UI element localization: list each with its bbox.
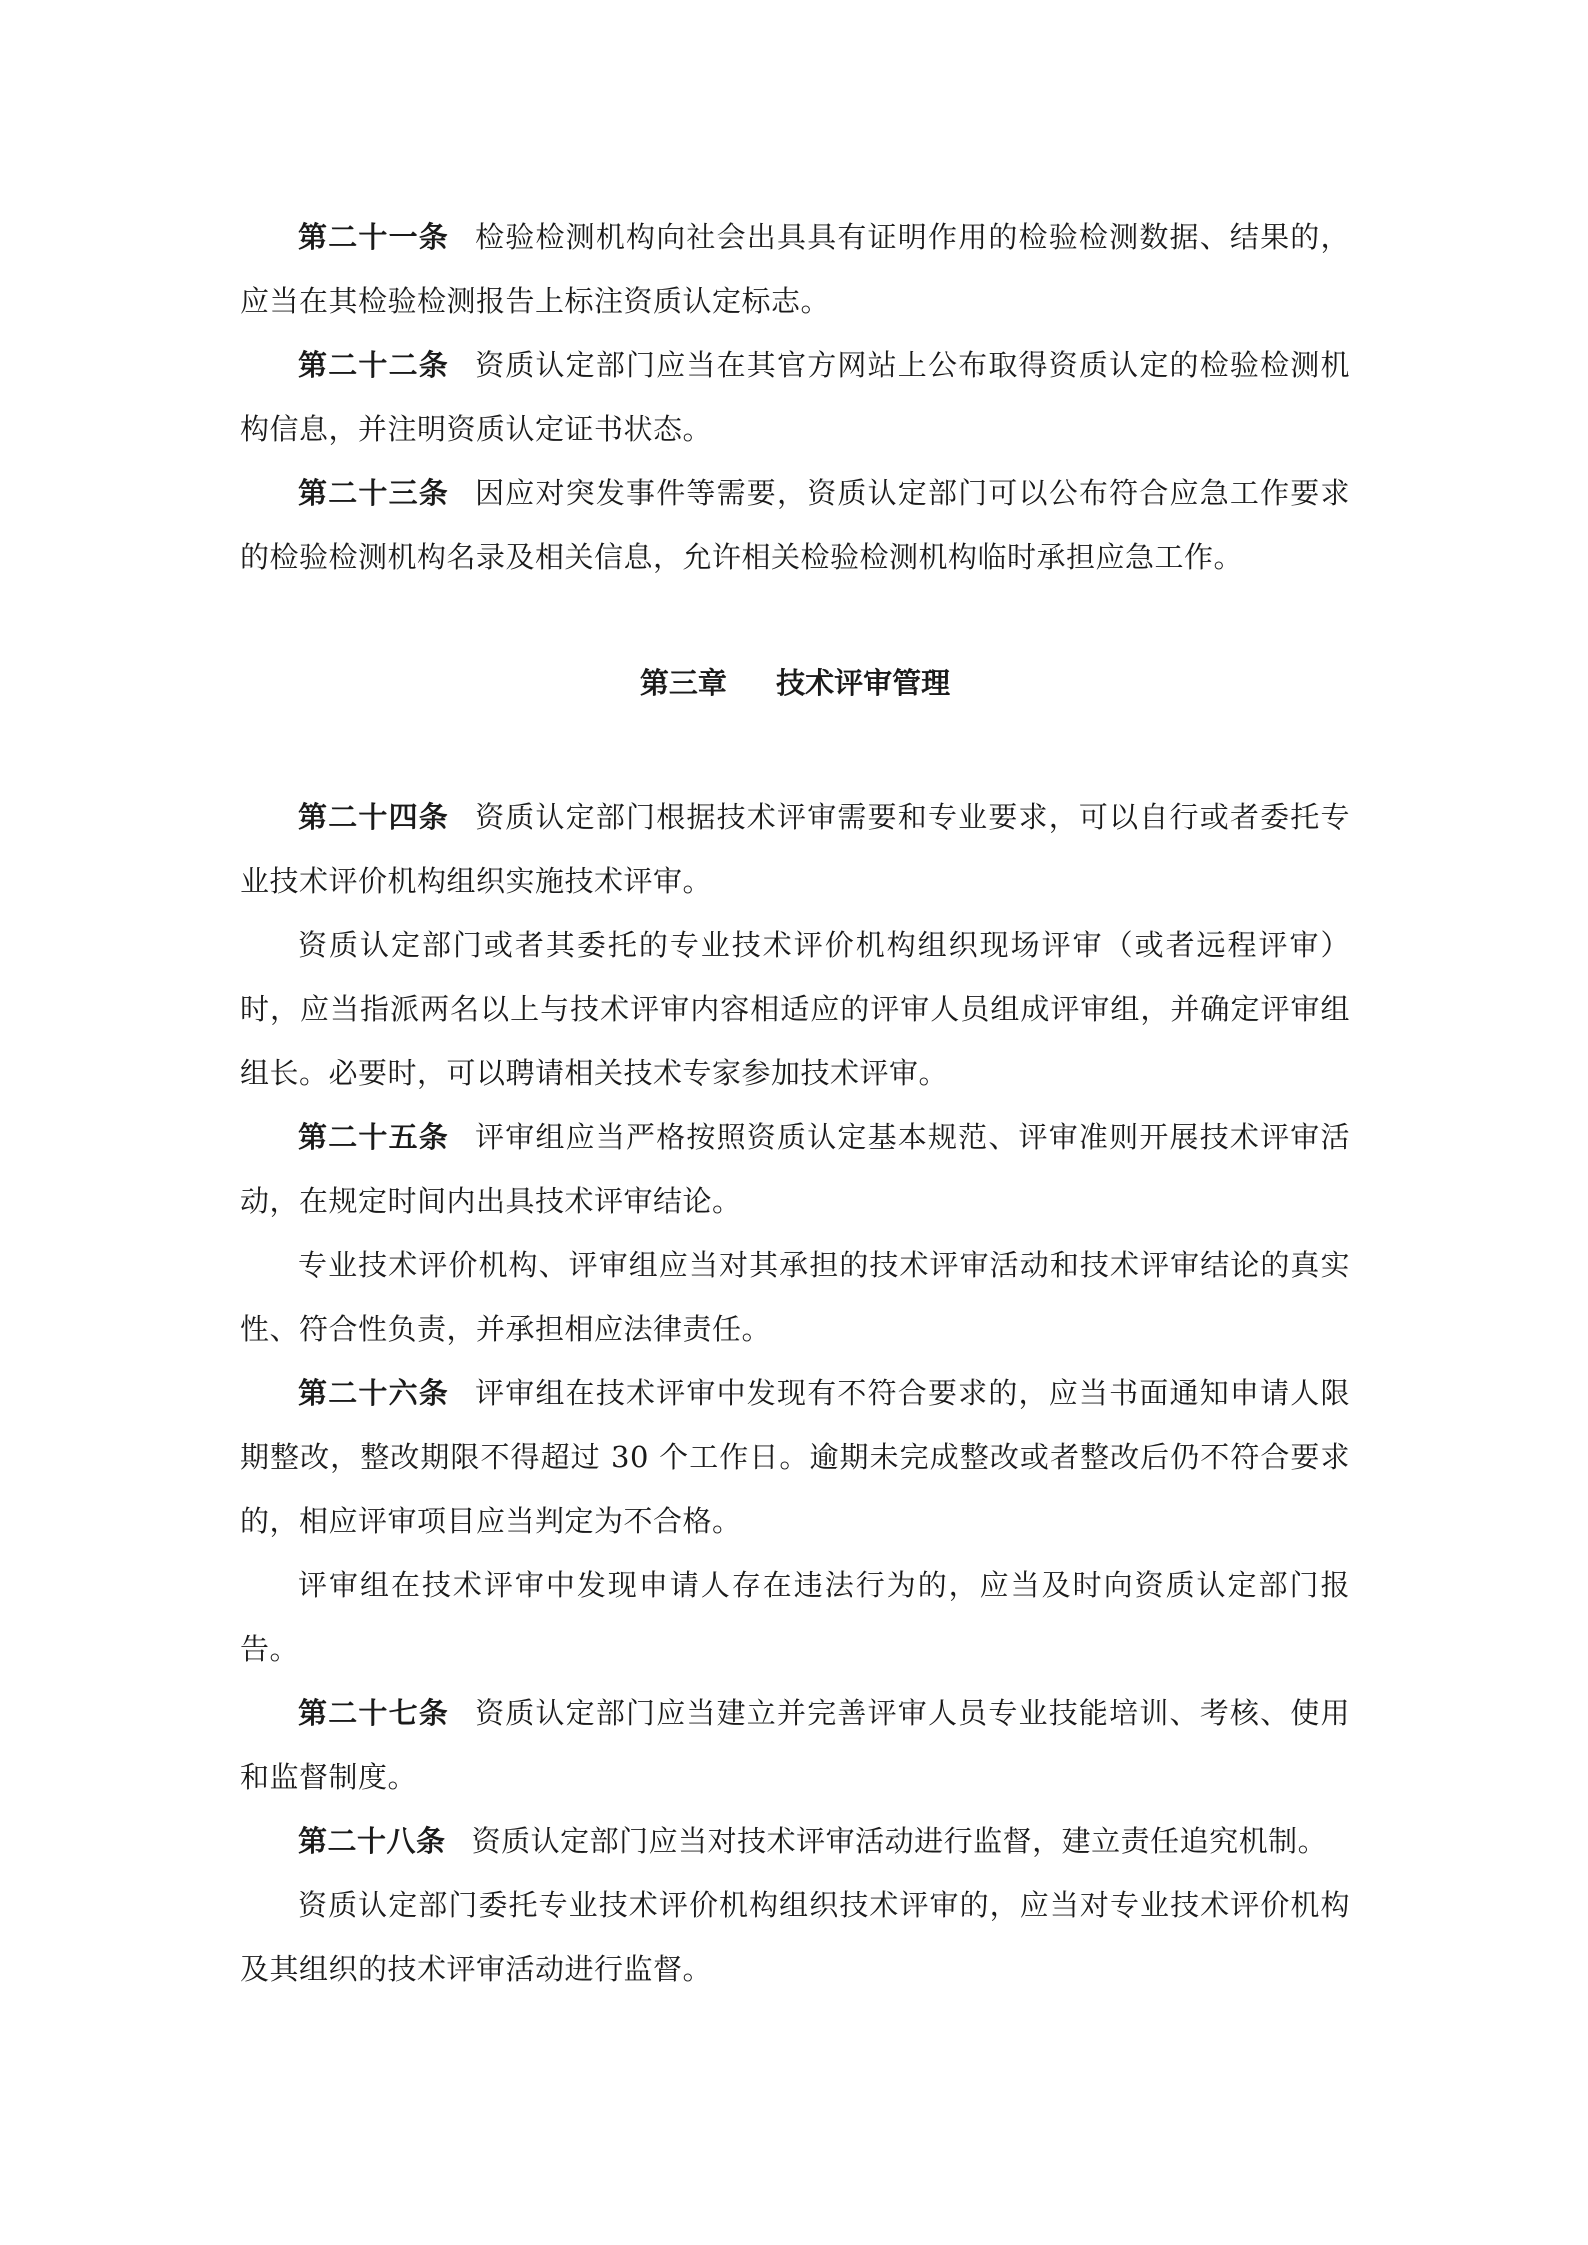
article-number: 第二十三条 [298, 476, 449, 510]
article-text: 资质认定部门应当建立并完善评审人员专业技能培训、考核、使用和监督制度。 [240, 1696, 1350, 1794]
paragraph-text: 资质认定部门委托专业技术评价机构组织技术评审的，应当对专业技术评价机构及其组织的技术评审活动进行监督。 [240, 1888, 1350, 1986]
article-23 [240, 461, 1350, 589]
article-number: 第二十七条 [298, 1696, 449, 1730]
article-24 [240, 785, 1350, 913]
paragraph-text: 评审组在技术评审中发现申请人存在违法行为的，应当及时向资质认定部门报告。 [240, 1568, 1350, 1666]
article-25-paragraph-2 [240, 1233, 1350, 1361]
article-26 [240, 1361, 1350, 1553]
article-26-paragraph-2 [240, 1553, 1350, 1681]
article-text: 检验检测机构向社会出具具有证明作用的检验检测数据、结果的，应当在其检验检测报告上标注资质认定标志。 [240, 220, 1350, 318]
article-27 [240, 1681, 1350, 1809]
chapter-number: 第三章 [639, 666, 727, 700]
article-number: 第二十六条 [298, 1376, 449, 1410]
article-24-paragraph-2 [240, 913, 1350, 1105]
article-number: 第二十四条 [298, 800, 449, 834]
chapter-title: 技术评审管理 [776, 666, 951, 700]
article-text: 资质认定部门应当在其官方网站上公布取得资质认定的检验检测机构信息，并注明资质认定证书状态。 [240, 348, 1350, 446]
article-28 [240, 1809, 1350, 1873]
paragraph-text: 专业技术评价机构、评审组应当对其承担的技术评审活动和技术评审结论的真实性、符合性负责，并承担相应法律责任。 [240, 1248, 1350, 1346]
article-22 [240, 333, 1350, 461]
article-text: 评审组在技术评审中发现有不符合要求的，应当书面通知申请人限期整改，整改期限不得超过 30 个工作日。逾期未完成整改或者整改后仍不符合要求的，相应评审项目应当判定为不合格。 [240, 1376, 1350, 1538]
article-text: 资质认定部门应当对技术评审活动进行监督，建立责任追究机制。 [471, 1824, 1328, 1858]
document-body [240, 205, 1350, 2001]
article-number: 第二十一条 [298, 220, 449, 254]
paragraph-text: 资质认定部门或者其委托的专业技术评价机构组织现场评审（或者远程评审）时，应当指派两名以上与技术评审内容相适应的评审人员组成评审组，并确定评审组组长。必要时，可以聘请相关技术专家参加技术评审。 [240, 928, 1350, 1090]
article-text: 资质认定部门根据技术评审需要和专业要求，可以自行或者委托专业技术评价机构组织实施技术评审。 [240, 800, 1350, 898]
article-28-paragraph-2 [240, 1873, 1350, 2001]
article-25 [240, 1105, 1350, 1233]
article-number: 第二十五条 [298, 1120, 449, 1154]
article-number: 第二十八条 [298, 1824, 446, 1858]
article-21 [240, 205, 1350, 333]
chapter-heading [240, 651, 1350, 715]
article-text: 评审组应当严格按照资质认定基本规范、评审准则开展技术评审活动，在规定时间内出具技术评审结论。 [240, 1120, 1350, 1218]
article-number: 第二十二条 [298, 348, 449, 382]
article-text: 因应对突发事件等需要，资质认定部门可以公布符合应急工作要求的检验检测机构名录及相关信息，允许相关检验检测机构临时承担应急工作。 [240, 476, 1350, 574]
